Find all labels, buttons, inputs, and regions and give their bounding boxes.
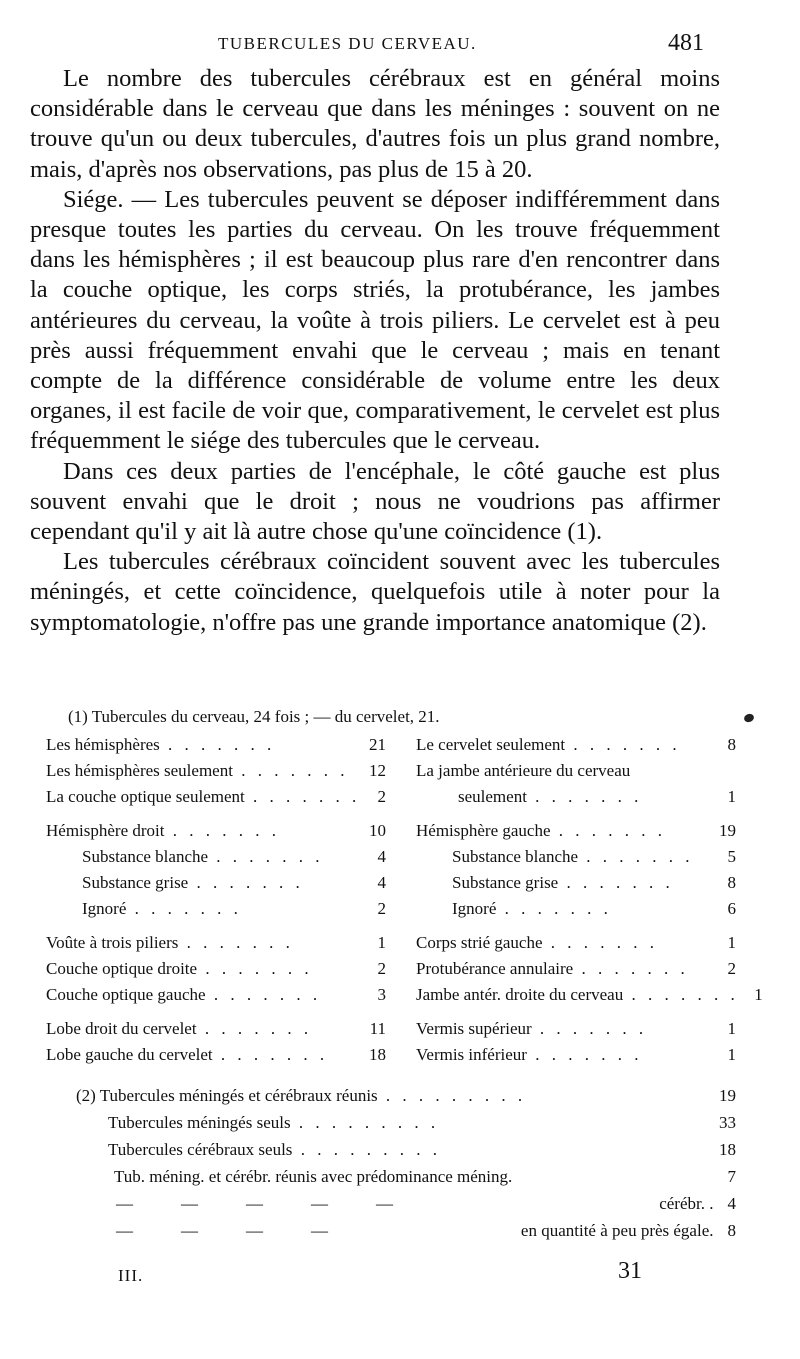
row-label: Ignoré . . . . . . . xyxy=(82,899,242,918)
row-label: Tubercules méningés seuls . . . . . . . . . xyxy=(108,1113,440,1132)
page-number: 481 xyxy=(668,30,704,56)
row-value: 1 xyxy=(727,1045,736,1064)
table-row xyxy=(416,758,736,784)
table-row xyxy=(416,818,736,844)
row-value: 1 xyxy=(727,1019,736,1038)
row-value: 18 xyxy=(369,1045,386,1064)
table-row xyxy=(46,956,386,982)
row-label: seulement . . . . . . . xyxy=(458,787,643,806)
row-value: 1 xyxy=(727,933,736,952)
row-label: Lobe gauche du cervelet . . . . . . . xyxy=(46,1045,329,1064)
right-group xyxy=(416,818,736,922)
dash-row-label: en quantité à peu près égale. xyxy=(520,1220,714,1240)
row-value: 19 xyxy=(719,821,736,840)
running-title: TUBERCULES DU CERVEAU. xyxy=(218,34,477,53)
row-label: Hémisphère droit . . . . . . . xyxy=(46,821,280,840)
row-value: 8 xyxy=(727,873,736,892)
table-row xyxy=(46,982,386,1008)
paragraph-4 xyxy=(30,547,720,638)
row-label: Les hémisphères seulement . . . . . . . xyxy=(46,761,349,780)
table-row xyxy=(416,732,736,758)
footnote-1-left-column xyxy=(46,732,386,1076)
footnote-2-dash-row-1 xyxy=(46,1190,736,1217)
row-label: Tub. méning. et cérébr. réunis avec prédominance méning. xyxy=(114,1167,513,1186)
row-label: La jambe antérieure du cerveau xyxy=(416,761,631,780)
signature-mark: III. xyxy=(118,1266,144,1285)
left-group xyxy=(46,732,386,810)
row-value: 19 xyxy=(719,1086,736,1105)
row-value: 8 xyxy=(727,735,736,754)
row-value: 3 xyxy=(377,985,386,1004)
row-value xyxy=(712,758,736,784)
sheet-number: 31 xyxy=(618,1258,642,1284)
row-value: 2 xyxy=(377,787,386,806)
row-value: 1 xyxy=(377,933,386,952)
table-row xyxy=(416,930,736,956)
row-label: Substance grise . . . . . . . xyxy=(82,873,304,892)
row-label: Couche optique gauche . . . . . . . xyxy=(46,985,322,1004)
table-row xyxy=(416,956,736,982)
row-value: 12 xyxy=(369,761,386,780)
row-value: 2 xyxy=(377,899,386,918)
table-row xyxy=(46,784,386,810)
paragraph-2 xyxy=(30,185,720,457)
paragraph-1-text: Le nombre des tubercules cérébraux est en général moins considérable dans le cerveau que dans les méninges : souvent on ne trouve qu'un ou deux tubercules, d'autres fois un plus grand nombre, mais, d'après nos observations, pas plus de 15 à 20. xyxy=(30,65,720,183)
row-value: 6 xyxy=(727,899,736,918)
table-row xyxy=(46,1016,386,1042)
row-label: Lobe droit du cervelet . . . . . . . xyxy=(46,1019,313,1038)
table-row xyxy=(46,930,386,956)
row-value: 1 xyxy=(754,985,763,1004)
row-label: Couche optique droite . . . . . . . xyxy=(46,959,313,978)
right-group xyxy=(416,930,763,1008)
table-row xyxy=(416,844,736,870)
row-value: 10 xyxy=(369,821,386,840)
row-label: Protubérance annulaire . . . . . . . xyxy=(416,959,689,978)
left-group xyxy=(46,1016,386,1068)
row-label: Substance blanche . . . . . . . xyxy=(452,847,694,866)
footnote-2 xyxy=(46,1082,736,1244)
right-group xyxy=(416,1016,736,1068)
paragraph-3-text: Dans ces deux parties de l'encéphale, le côté gauche est plus souvent envahi que le droit ; nous ne voudrions pas affirmer cependant qu'il y ait là autre chose qu'une coïncidence (1). xyxy=(30,457,720,546)
table-row xyxy=(46,896,386,922)
paragraph-4-text: Les tubercules cérébraux coïncident souvent avec les tubercules méningés, et cette coïncidence, quelquefois utile à noter pour la symptomatologie, n'offre pas une grande importance anatomique (2). xyxy=(30,548,720,636)
row-label: Jambe antér. droite du cerveau . . . . . . . xyxy=(416,985,739,1004)
dash-row-value: 4 xyxy=(727,1193,736,1213)
footnotes xyxy=(46,704,763,1244)
footnote-1-right-column xyxy=(416,732,763,1076)
table-row xyxy=(416,870,736,896)
footnote-2-rows xyxy=(46,1082,736,1190)
row-value: 1 xyxy=(727,787,736,806)
table-row xyxy=(46,732,386,758)
page-header xyxy=(0,30,800,60)
ink-blot xyxy=(743,713,755,724)
dash-row-label: cérébr. . xyxy=(659,1193,714,1213)
row-value: 5 xyxy=(727,847,736,866)
table-row xyxy=(416,896,736,922)
row-value: 11 xyxy=(369,1019,386,1038)
row-label: Corps strié gauche . . . . . . . xyxy=(416,933,659,952)
paragraph-1 xyxy=(30,64,720,185)
left-group xyxy=(46,818,386,922)
table-row xyxy=(416,1042,736,1068)
row-label: Substance grise . . . . . . . xyxy=(452,873,674,892)
row-label: Voûte à trois piliers . . . . . . . xyxy=(46,933,294,952)
table-row xyxy=(46,870,386,896)
row-label: (2) Tubercules méningés et cérébraux réunis . . . . . . . . . xyxy=(76,1086,527,1105)
table-row xyxy=(46,818,386,844)
row-label: Vermis supérieur . . . . . . . xyxy=(416,1019,648,1038)
table-row xyxy=(416,982,763,1008)
row-label: Le cervelet seulement . . . . . . . xyxy=(416,735,681,754)
footnote-1-lead: (1) Tubercules du cerveau, 24 fois ; — du cervelet, 21. xyxy=(68,707,440,726)
table-row xyxy=(46,758,386,784)
row-value: 7 xyxy=(727,1167,736,1186)
row-value: 33 xyxy=(719,1113,736,1132)
table-row xyxy=(46,1082,736,1109)
row-value: 2 xyxy=(377,959,386,978)
paragraph-2-text: Siége. — Les tubercules peuvent se déposer indifféremment dans presque toutes les parties du cerveau. On les trouve fréquemment dans les hémisphères ; il est beaucoup plus rare d'en rencontrer dans la couche optique, les corps striés, la protubérance, les jambes antérieures du cerveau, la voûte à trois piliers. Le cervelet est à peu près aussi fréquemment envahi que le cerveau ; mais en tenant compte de la différence considérable de volume entre les deux organes, il est facile de voir que, comparativement, le cervelet est plus fréquemment le siége des tubercules que le cerveau. xyxy=(30,185,720,455)
row-value: 18 xyxy=(719,1140,736,1159)
table-row xyxy=(46,844,386,870)
row-value: 4 xyxy=(377,873,386,892)
row-label: La couche optique seulement . . . . . . . xyxy=(46,787,361,806)
row-value: 21 xyxy=(369,735,386,754)
row-label: Tubercules cérébraux seuls . . . . . . . . . xyxy=(108,1140,441,1159)
row-label: Les hémisphères . . . . . . . xyxy=(46,735,276,754)
row-label: Substance blanche . . . . . . . xyxy=(82,847,324,866)
page-footer xyxy=(0,1258,800,1288)
dashes: — — — — — xyxy=(116,1193,393,1213)
table-row xyxy=(46,1109,736,1136)
row-label: Vermis inférieur . . . . . . . xyxy=(416,1045,643,1064)
row-label: Ignoré . . . . . . . xyxy=(452,899,612,918)
table-row xyxy=(46,1042,386,1068)
table-row xyxy=(416,1016,736,1042)
left-group xyxy=(46,930,386,1008)
footnote-2-dash-row-2 xyxy=(46,1217,736,1244)
body-text xyxy=(30,64,720,638)
dash-row-value: 8 xyxy=(727,1220,736,1240)
table-row xyxy=(416,784,736,810)
table-row xyxy=(46,1136,736,1163)
row-value: 4 xyxy=(377,847,386,866)
row-label: Hémisphère gauche . . . . . . . xyxy=(416,821,667,840)
footnote-1-table xyxy=(46,732,763,1076)
dashes: — — — — xyxy=(116,1220,328,1240)
table-row xyxy=(46,1163,736,1190)
row-value: 2 xyxy=(727,959,736,978)
right-group xyxy=(416,732,736,810)
paragraph-3 xyxy=(30,457,720,548)
